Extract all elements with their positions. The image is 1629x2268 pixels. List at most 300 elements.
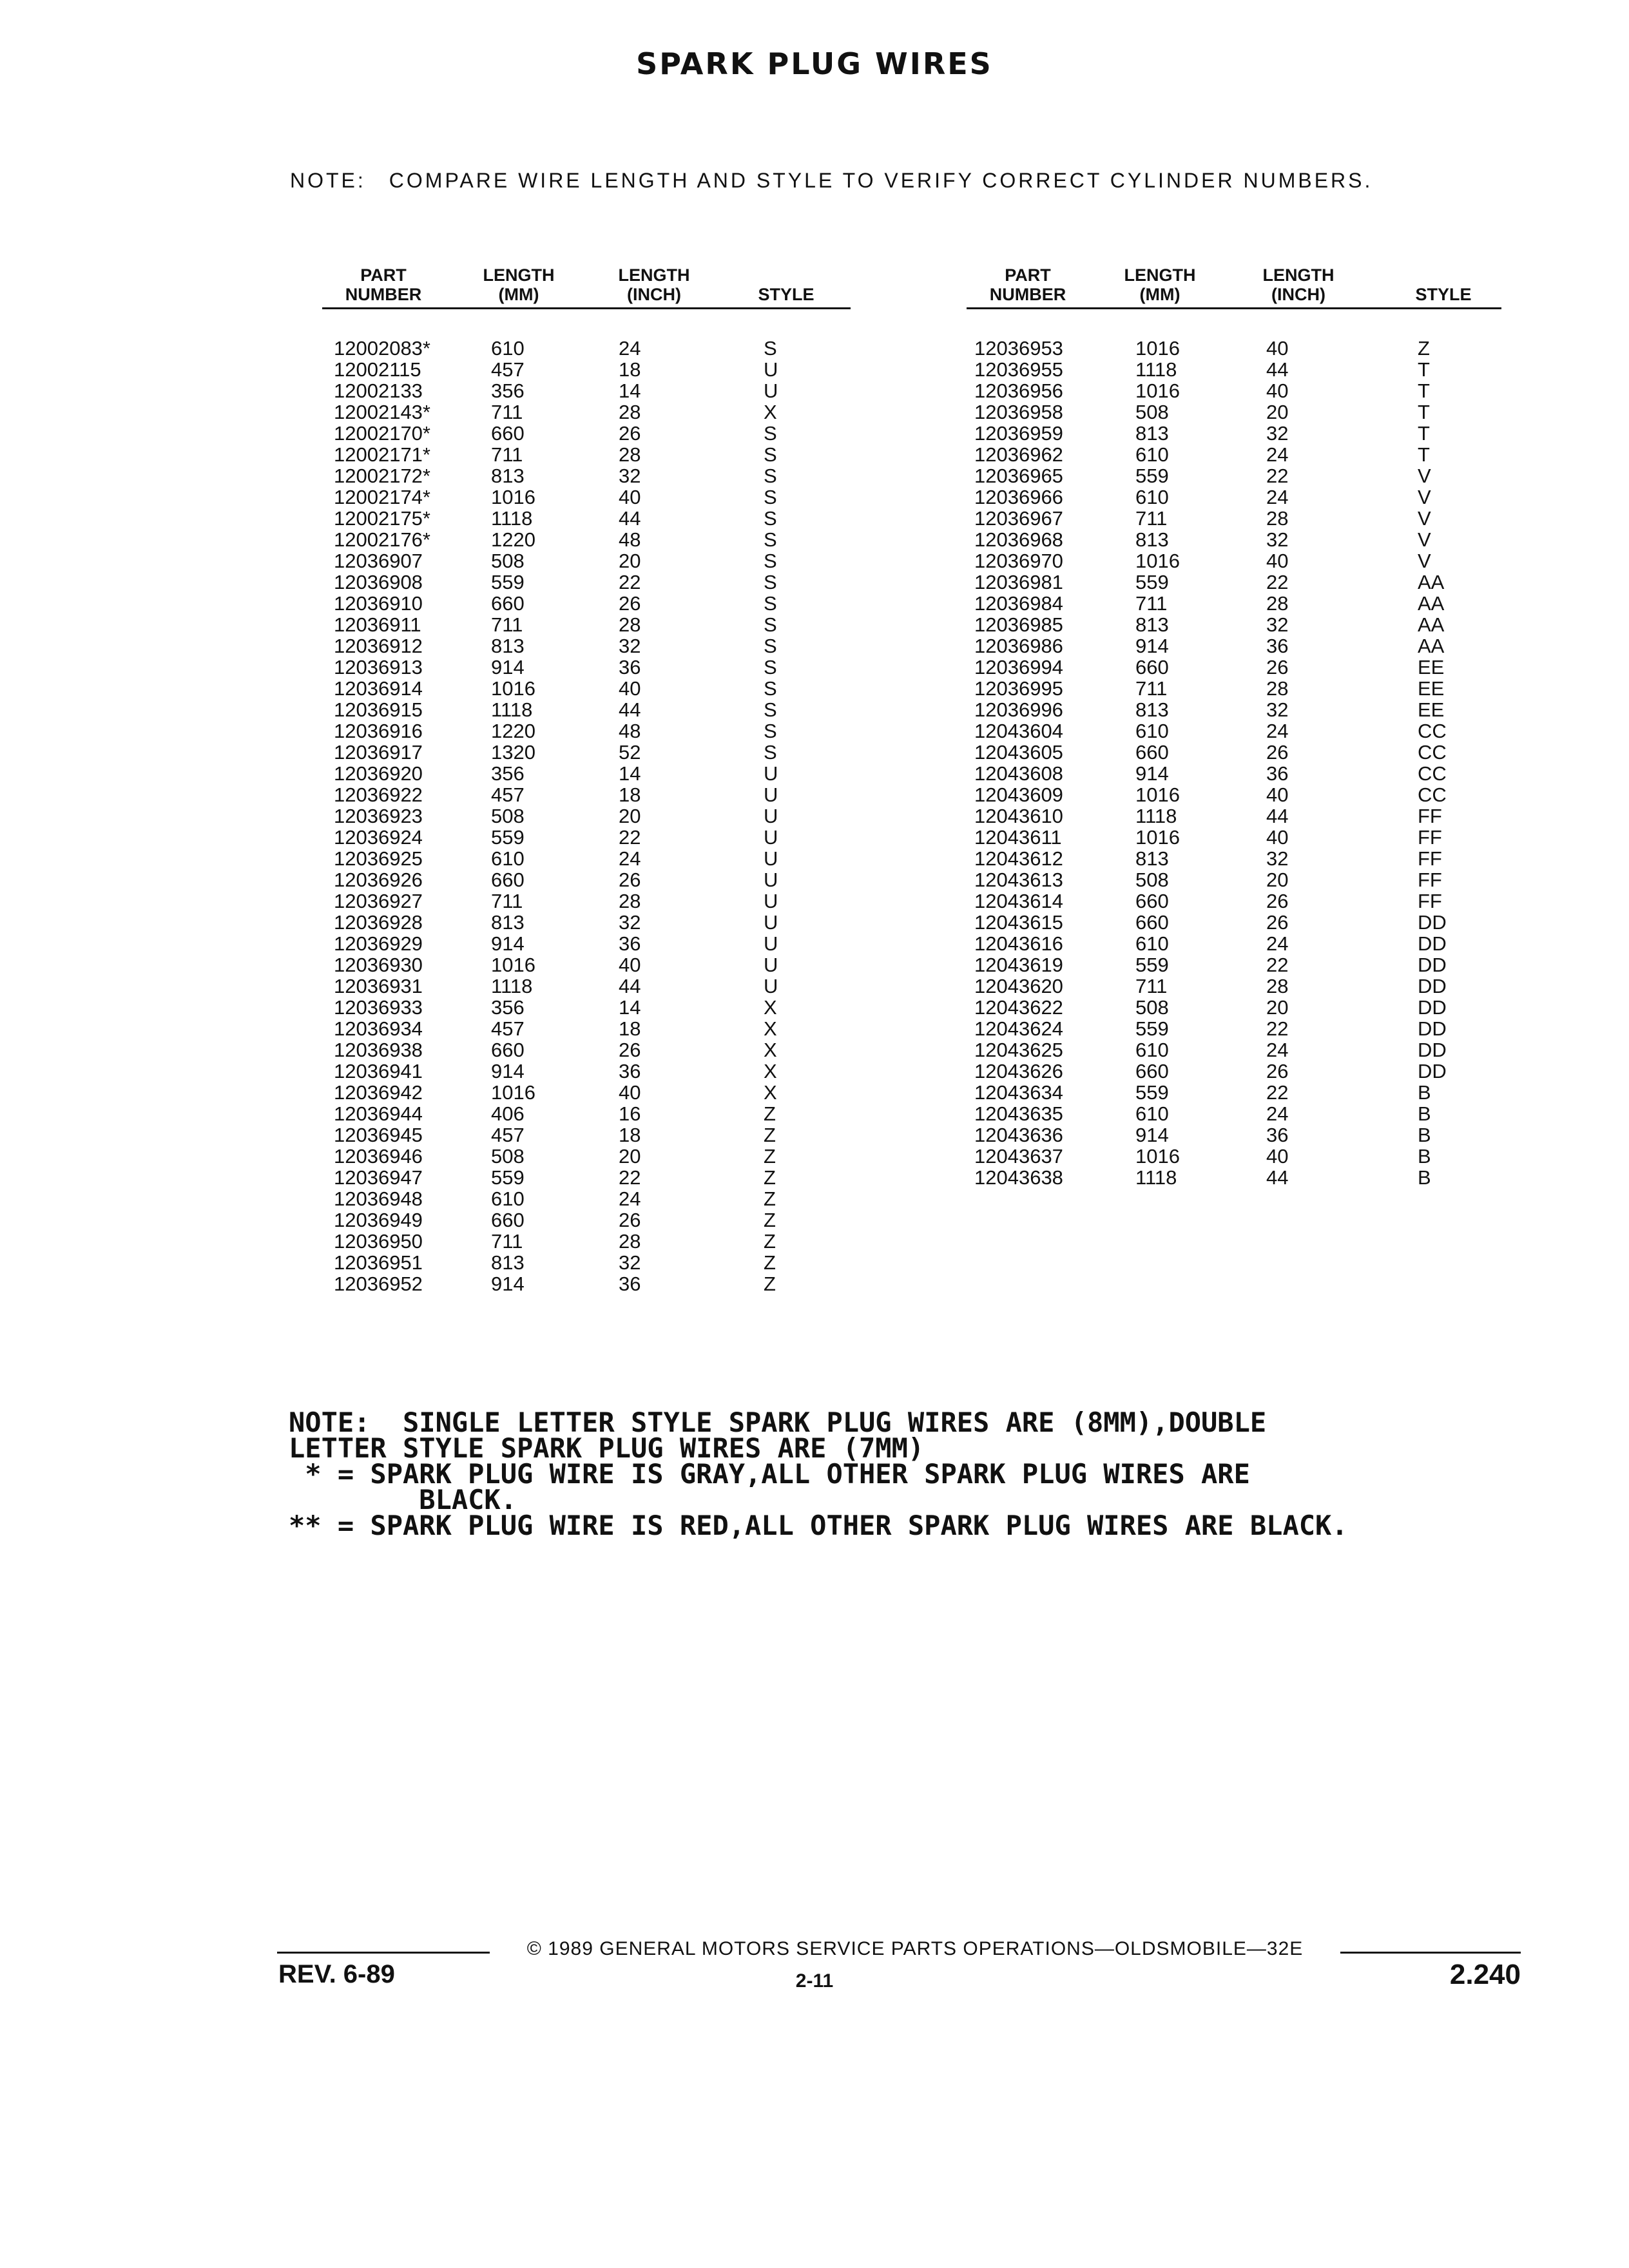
style: T [1418,380,1430,402]
style: V [1418,528,1431,551]
part-number: 12036949 [334,1209,423,1231]
length-mm: 660 [1135,890,1169,912]
style: X [764,1017,777,1040]
style: Z [764,1166,776,1189]
length-inch: 18 [619,1017,641,1040]
table-row [322,827,851,848]
length-inch: 32 [1266,698,1289,721]
length-mm: 660 [491,422,525,445]
part-number: 12043637 [974,1145,1063,1168]
length-mm: 914 [1135,762,1169,785]
length-mm: 711 [1135,507,1168,530]
style: DD [1418,954,1447,976]
length-mm: 559 [1135,954,1169,976]
table-body [322,338,851,1294]
length-mm: 457 [491,783,525,806]
part-number: 12043611 [974,826,1062,849]
style: T [1418,422,1430,445]
part-number: 12002133 [334,380,423,402]
part-number: 12036962 [974,443,1063,466]
length-inch: 24 [1266,1102,1289,1125]
part-number: 12036948 [334,1187,423,1210]
table-body [967,338,1501,1188]
header-length-inch: LENGTH (INCH) [1262,265,1335,304]
table-row [322,401,851,423]
style: DD [1418,975,1447,997]
style: AA [1418,635,1445,657]
length-mm: 508 [491,550,525,572]
part-number: 12043619 [974,954,1063,976]
table-row [322,1103,851,1124]
style: EE [1418,698,1445,721]
part-number: 12036917 [334,741,423,764]
length-inch: 44 [1266,1166,1289,1189]
table-row [967,954,1501,975]
length-mm: 660 [491,592,525,615]
header-part: PART NUMBER [989,265,1066,304]
length-inch: 44 [619,975,641,997]
part-number: 12036924 [334,826,423,849]
length-mm: 914 [1135,635,1169,657]
part-number: 12036945 [334,1124,423,1146]
length-inch: 28 [619,890,641,912]
style: S [764,465,777,487]
part-number: 12043609 [974,783,1063,806]
style: U [764,869,778,891]
length-inch: 40 [1266,337,1289,360]
table-row [322,508,851,529]
length-inch: 26 [1266,656,1289,678]
note-line: * = SPARK PLUG WIRE IS GRAY,ALL OTHER SPARK PLUG WIRES ARE [289,1458,1250,1490]
length-mm: 914 [491,1273,525,1295]
table-row [322,1039,851,1061]
part-number: 12036908 [334,571,423,593]
table-row [967,380,1501,401]
style: FF [1418,805,1442,827]
length-mm: 559 [1135,1017,1169,1040]
style: U [764,975,778,997]
part-number: 12043638 [974,1166,1063,1189]
length-inch: 14 [619,762,641,785]
style: U [764,954,778,976]
length-inch: 52 [619,741,641,764]
length-inch: 26 [619,869,641,891]
style: Z [764,1102,776,1125]
length-mm: 610 [1135,443,1169,466]
length-inch: 18 [619,1124,641,1146]
part-number: 12036986 [974,635,1063,657]
length-inch: 36 [1266,635,1289,657]
table-row [322,1082,851,1103]
part-number: 12036953 [974,337,1063,360]
style: S [764,635,777,657]
style: Z [764,1273,776,1295]
length-inch: 22 [1266,1081,1289,1104]
part-number: 12036911 [334,613,421,636]
style: X [764,996,777,1019]
table-row [967,657,1501,678]
length-inch: 24 [1266,932,1289,955]
length-inch: 36 [1266,1124,1289,1146]
length-mm: 711 [1135,677,1168,700]
length-inch: 40 [619,677,641,700]
style: X [764,1060,777,1082]
table-row [967,678,1501,699]
length-mm: 914 [491,656,525,678]
length-inch: 28 [1266,677,1289,700]
part-number: 12036968 [974,528,1063,551]
style: T [1418,358,1430,381]
length-inch: 32 [1266,847,1289,870]
part-number: 12043634 [974,1081,1063,1104]
table-row [967,848,1501,869]
length-inch: 32 [619,465,641,487]
length-inch: 24 [1266,720,1289,742]
style: Z [764,1251,776,1274]
length-inch: 22 [619,826,641,849]
table-row [322,997,851,1018]
part-number: 12043620 [974,975,1063,997]
length-mm: 711 [1135,592,1168,615]
length-mm: 813 [491,1251,525,1274]
style: X [764,1081,777,1104]
table-row [322,1231,851,1252]
part-number: 12036946 [334,1145,423,1168]
table-row [967,890,1501,912]
length-mm: 457 [491,1124,525,1146]
style: S [764,592,777,615]
length-mm: 660 [491,1039,525,1061]
table-row [322,720,851,742]
part-number: 12043616 [974,932,1063,955]
table-row [967,869,1501,890]
length-inch: 20 [619,805,641,827]
footer-copyright: © 1989 GENERAL MOTORS SERVICE PARTS OPERATIONS—OLDSMOBILE—32E [490,1938,1340,1960]
header-length-inch: LENGTH (INCH) [618,265,690,304]
table-row [967,423,1501,444]
length-inch: 28 [619,613,641,636]
table-row [322,1124,851,1146]
page-title: SPARK PLUG WIRES [636,46,993,81]
length-inch: 16 [619,1102,641,1125]
part-number: 12043610 [974,805,1063,827]
part-number: 12036951 [334,1251,423,1274]
table-row [322,848,851,869]
style: V [1418,550,1431,572]
style: Z [764,1230,776,1253]
table-row [967,338,1501,359]
style: B [1418,1124,1431,1146]
part-number: 12036981 [974,571,1063,593]
part-number: 12036985 [974,613,1063,636]
table-row [322,805,851,827]
table-row [967,1103,1501,1124]
length-mm: 1118 [1135,805,1177,827]
length-mm: 356 [491,996,525,1019]
part-number: 12036958 [974,401,1063,423]
table-row [967,508,1501,529]
part-number: 12036913 [334,656,423,678]
note-line: LETTER STYLE SPARK PLUG WIRES ARE (7MM) [289,1432,925,1464]
part-number: 12043626 [974,1060,1063,1082]
part-number: 12043622 [974,996,1063,1019]
length-mm: 711 [491,401,523,423]
table-row [967,1167,1501,1188]
style: FF [1418,826,1442,849]
part-number: 12036910 [334,592,423,615]
table-row [322,380,851,401]
length-inch: 40 [619,486,641,508]
length-mm: 559 [1135,465,1169,487]
length-inch: 44 [1266,358,1289,381]
style: V [1418,465,1431,487]
length-inch: 44 [1266,805,1289,827]
part-number: 12036925 [334,847,423,870]
length-inch: 20 [1266,996,1289,1019]
part-number: 12036916 [334,720,423,742]
header-style: STYLE [1415,285,1472,304]
length-inch: 22 [1266,1017,1289,1040]
table-row [967,635,1501,657]
length-inch: 40 [1266,1145,1289,1168]
table-row [967,784,1501,805]
table-row [322,1273,851,1294]
table-row [967,593,1501,614]
table-row [322,635,851,657]
style: Z [764,1145,776,1168]
length-mm: 457 [491,1017,525,1040]
style: CC [1418,762,1447,785]
part-number: 12002143* [334,401,430,423]
length-inch: 44 [619,698,641,721]
table-row [967,359,1501,380]
length-mm: 914 [491,1060,525,1082]
part-number: 12036950 [334,1230,423,1253]
style: DD [1418,932,1447,955]
length-inch: 20 [619,550,641,572]
bottom-notes [289,1407,1552,1541]
style: U [764,358,778,381]
length-inch: 26 [619,1209,641,1231]
style: S [764,422,777,445]
part-number: 12036915 [334,698,423,721]
part-number: 12002174* [334,486,430,508]
style: FF [1418,890,1442,912]
length-inch: 20 [1266,401,1289,423]
length-mm: 813 [1135,422,1169,445]
length-mm: 813 [1135,698,1169,721]
length-inch: 28 [619,1230,641,1253]
table-row [967,997,1501,1018]
length-mm: 508 [1135,996,1169,1019]
header-style: STYLE [758,285,815,304]
length-inch: 36 [619,656,641,678]
length-mm: 1016 [1135,826,1180,849]
part-number: 12043615 [974,911,1063,934]
part-number: 12043605 [974,741,1063,764]
length-inch: 40 [619,954,641,976]
table-row [322,614,851,635]
length-inch: 20 [619,1145,641,1168]
length-mm: 660 [491,869,525,891]
length-mm: 660 [1135,741,1169,764]
table-row [322,912,851,933]
length-mm: 813 [491,635,525,657]
table-row [967,699,1501,720]
part-number: 12043625 [974,1039,1063,1061]
style: T [1418,443,1430,466]
length-mm: 1118 [491,975,533,997]
part-number: 12036966 [974,486,1063,508]
table-row [322,784,851,805]
length-inch: 24 [1266,443,1289,466]
style: B [1418,1102,1431,1125]
style: AA [1418,613,1445,636]
length-inch: 36 [619,932,641,955]
length-inch: 18 [619,358,641,381]
length-mm: 610 [1135,1039,1169,1061]
table-row [967,465,1501,486]
style: U [764,762,778,785]
length-mm: 660 [1135,911,1169,934]
table-row [322,486,851,508]
length-mm: 356 [491,380,525,402]
style: CC [1418,783,1447,806]
style: S [764,677,777,700]
table-row [967,444,1501,465]
length-mm: 1118 [491,698,533,721]
length-mm: 610 [491,1187,525,1210]
length-inch: 26 [619,1039,641,1061]
length-inch: 36 [619,1060,641,1082]
length-inch: 24 [1266,486,1289,508]
part-number: 12036970 [974,550,1063,572]
style: CC [1418,720,1447,742]
footer-section-number: 2.240 [1449,1959,1521,1990]
length-inch: 22 [1266,954,1289,976]
style: S [764,550,777,572]
part-number: 12002175* [334,507,430,530]
length-inch: 26 [619,592,641,615]
length-mm: 813 [1135,613,1169,636]
style: U [764,380,778,402]
style: S [764,528,777,551]
style: DD [1418,996,1447,1019]
part-number: 12036941 [334,1060,423,1082]
table-row [322,742,851,763]
part-number: 12036926 [334,869,423,891]
length-mm: 559 [1135,571,1169,593]
part-number: 12036928 [334,911,423,934]
table-row [322,1188,851,1209]
style: Z [1418,337,1430,360]
table-row [967,720,1501,742]
part-number: 12036929 [334,932,423,955]
style: S [764,656,777,678]
length-mm: 508 [1135,401,1169,423]
length-inch: 22 [619,571,641,593]
length-mm: 1220 [491,528,535,551]
header-rule [967,307,1501,309]
table-row [322,572,851,593]
style: AA [1418,571,1445,593]
style: S [764,720,777,742]
length-mm: 610 [1135,486,1169,508]
table-row [322,890,851,912]
table-row [322,1146,851,1167]
length-mm: 1016 [491,1081,535,1104]
length-mm: 813 [491,465,525,487]
part-number: 12036927 [334,890,423,912]
part-number: 12002171* [334,443,430,466]
part-number: 12036947 [334,1166,423,1189]
part-number: 12043608 [974,762,1063,785]
table-row [322,678,851,699]
table-row [967,486,1501,508]
length-inch: 32 [1266,422,1289,445]
length-mm: 711 [491,613,523,636]
length-inch: 22 [1266,571,1289,593]
length-inch: 26 [1266,1060,1289,1082]
style: Z [764,1124,776,1146]
length-mm: 1016 [1135,1145,1180,1168]
style: U [764,826,778,849]
note-line: NOTE: SINGLE LETTER STYLE SPARK PLUG WIRES ARE (8MM),DOUBLE [289,1407,1267,1438]
length-mm: 1016 [491,486,535,508]
length-mm: 1320 [491,741,535,764]
length-mm: 660 [1135,656,1169,678]
length-inch: 32 [619,911,641,934]
length-mm: 457 [491,358,525,381]
part-number: 12002172* [334,465,430,487]
part-number: 12043624 [974,1017,1063,1040]
table-row [322,593,851,614]
length-inch: 36 [1266,762,1289,785]
length-mm: 1016 [491,954,535,976]
length-mm: 1016 [1135,380,1180,402]
length-mm: 660 [1135,1060,1169,1082]
table-row [967,933,1501,954]
length-mm: 610 [1135,932,1169,955]
parts-table-left [322,255,851,1294]
length-inch: 28 [619,401,641,423]
style: S [764,337,777,360]
length-inch: 22 [1266,465,1289,487]
table-row [967,1039,1501,1061]
length-mm: 356 [491,762,525,785]
table-row [967,1018,1501,1039]
length-mm: 559 [491,571,525,593]
part-number: 12036931 [334,975,423,997]
table-row [322,763,851,784]
style: Z [764,1187,776,1210]
part-number: 12043604 [974,720,1063,742]
table-row [967,742,1501,763]
length-inch: 14 [619,996,641,1019]
style: S [764,741,777,764]
part-number: 12043613 [974,869,1063,891]
style: U [764,890,778,912]
part-number: 12036930 [334,954,423,976]
length-inch: 32 [1266,528,1289,551]
table-header [322,255,851,309]
style: FF [1418,869,1442,891]
style: U [764,783,778,806]
length-mm: 508 [491,1145,525,1168]
length-inch: 22 [619,1166,641,1189]
part-number: 12002083* [334,337,430,360]
length-mm: 914 [1135,1124,1169,1146]
